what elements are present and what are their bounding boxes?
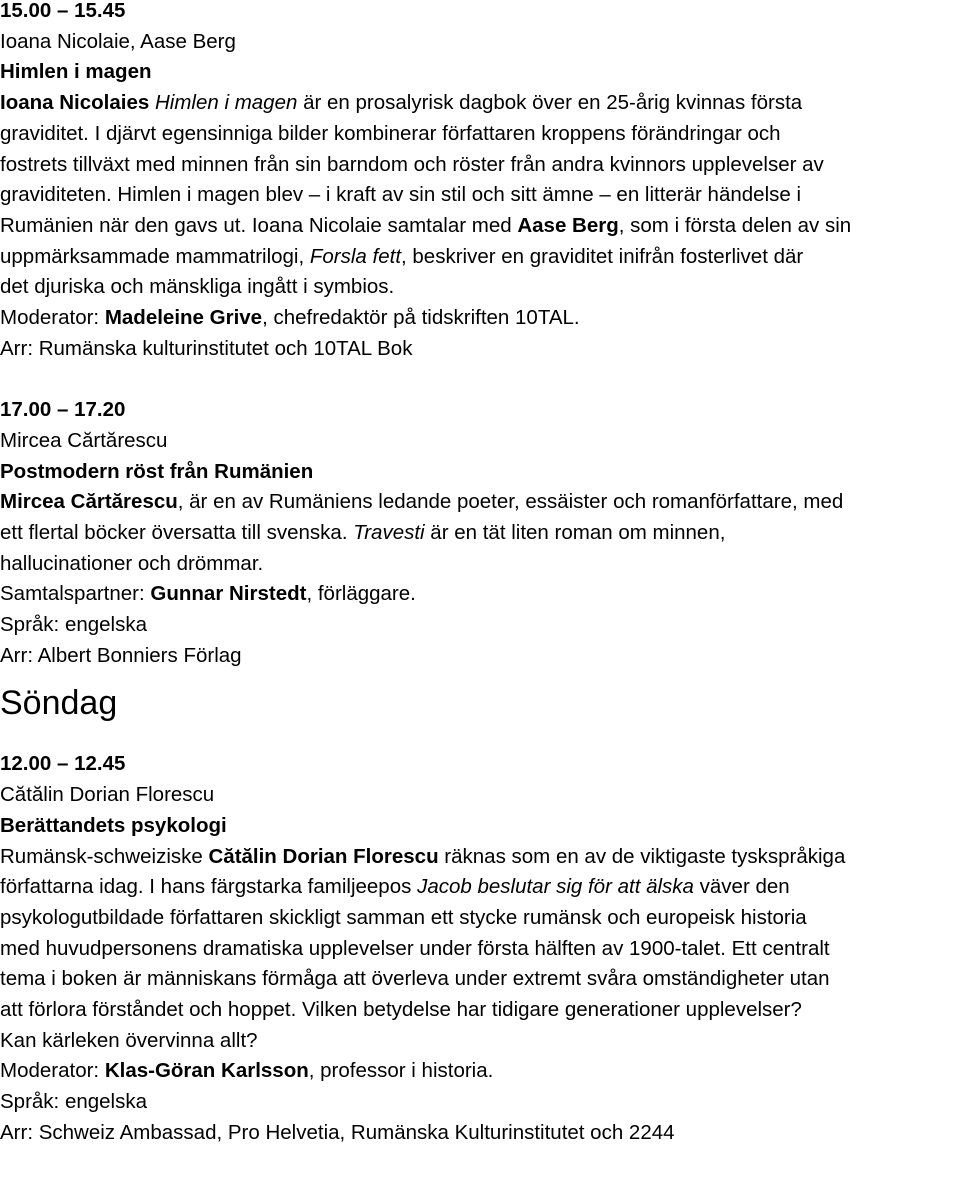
event-description-line: tema i boken är människans förmåga att överleva under extremt svåra omständigheter utan xyxy=(0,967,830,991)
event-organizer: Arr: Rumänska kulturinstitutet och 10TAL Bok xyxy=(0,336,413,360)
guest-name: Aase Berg xyxy=(517,213,619,237)
event-himlen-i-magen xyxy=(0,0,960,364)
author-name: Mircea Cărtărescu xyxy=(0,490,178,514)
author-name: Cătălin Dorian Florescu xyxy=(208,844,439,868)
event-title: Berättandets psykologi xyxy=(0,813,227,837)
event-description-line: Kan kärleken övervinna allt? xyxy=(0,1028,258,1052)
event-description-line: graviditet. I djärvt egensinniga bilder kombinerar författaren kroppens förändringar och xyxy=(0,121,781,145)
event-description-line: graviditeten. Himlen i magen blev – i kraft av sin stil och sitt ämne – en litterär händelse i xyxy=(0,183,802,207)
event-speakers: Ioana Nicolaie, Aase Berg xyxy=(0,29,236,53)
event-time: 12.00 – 12.45 xyxy=(0,752,126,776)
event-description-line: Ioana Nicolaies Himlen i magen är en prosalyrisk dagbok över en 25-årig kvinnas första xyxy=(0,91,803,115)
event-description-line: författarna idag. I hans färgstarka familjeepos Jacob beslutar sig för att älska väver den xyxy=(0,875,790,899)
spacer xyxy=(0,364,960,395)
event-title: Himlen i magen xyxy=(0,60,152,84)
event-description-line: hallucinationer och drömmar. xyxy=(0,551,264,575)
event-description-line: med huvudpersonens dramatiska upplevelser under första hälften av 1900-talet. Ett centralt xyxy=(0,936,830,960)
event-description-line: fostrets tillväxt med minnen från sin barndom och röster från andra kvinnors upplevelser av xyxy=(0,152,824,176)
author-name: Ioana Nicolaies xyxy=(0,91,150,115)
event-moderator: Moderator: Madeleine Grive, chefredaktör på tidskriften 10TAL. xyxy=(0,306,580,330)
event-moderator: Moderator: Klas-Göran Karlsson, professor i historia. xyxy=(0,1059,494,1083)
moderator-name: Madeleine Grive xyxy=(104,306,263,330)
event-organizer: Arr: Schweiz Ambassad, Pro Helvetia, Rumänska Kulturinstitutet och 2244 xyxy=(0,1120,675,1144)
event-description-line: psykologutbildade författaren skickligt samman ett stycke rumänsk och europeisk historia xyxy=(0,905,807,929)
event-berattandets-psykologi xyxy=(0,749,960,1148)
book-title: Jacob beslutar sig för att älska xyxy=(417,875,694,899)
event-language: Språk: engelska xyxy=(0,613,148,637)
event-time: 17.00 – 17.20 xyxy=(0,398,126,422)
book-title: Travesti xyxy=(353,520,425,544)
event-description-line: Rumänsk-schweiziske Cătălin Dorian Florescu räknas som en av de viktigaste tyskspråkiga xyxy=(0,844,846,868)
event-postmodern-rost xyxy=(0,395,960,671)
event-speakers: Mircea Cărtărescu xyxy=(0,428,168,452)
event-description-line: ett flertal böcker översatta till svenska. Travesti är en tät liten roman om minnen, xyxy=(0,520,726,544)
event-description-line: Mircea Cărtărescu, är en av Rumäniens ledande poeter, essäister och romanförfattare, med xyxy=(0,490,844,514)
event-speakers: Cătălin Dorian Florescu xyxy=(0,783,215,807)
event-partner: Samtalspartner: Gunnar Nirstedt, förläggare. xyxy=(0,582,416,606)
day-heading: Söndag xyxy=(0,684,118,723)
book-title: Forsla fett xyxy=(309,244,402,268)
event-organizer: Arr: Albert Bonniers Förlag xyxy=(0,643,242,667)
partner-name: Gunnar Nirstedt xyxy=(150,582,307,606)
moderator-name: Klas-Göran Karlsson xyxy=(104,1059,309,1083)
event-time: 15.00 – 15.45 xyxy=(0,0,126,22)
event-title: Postmodern röst från Rumänien xyxy=(0,459,314,483)
event-language: Språk: engelska xyxy=(0,1090,148,1114)
event-description-line: att förlora förståndet och hoppet. Vilken betydelse har tidigare generationer upplevelser? xyxy=(0,998,802,1022)
book-title: Himlen i magen xyxy=(154,91,298,115)
event-description-line: det djuriska och mänskliga ingått i symbios. xyxy=(0,275,395,299)
event-description-line: Rumänien när den gavs ut. Ioana Nicolaie samtalar med Aase Berg, som i första delen av sin xyxy=(0,213,852,237)
event-description-line: uppmärksammade mammatrilogi, Forsla fett, beskriver en graviditet inifrån fosterlivet där xyxy=(0,244,804,268)
